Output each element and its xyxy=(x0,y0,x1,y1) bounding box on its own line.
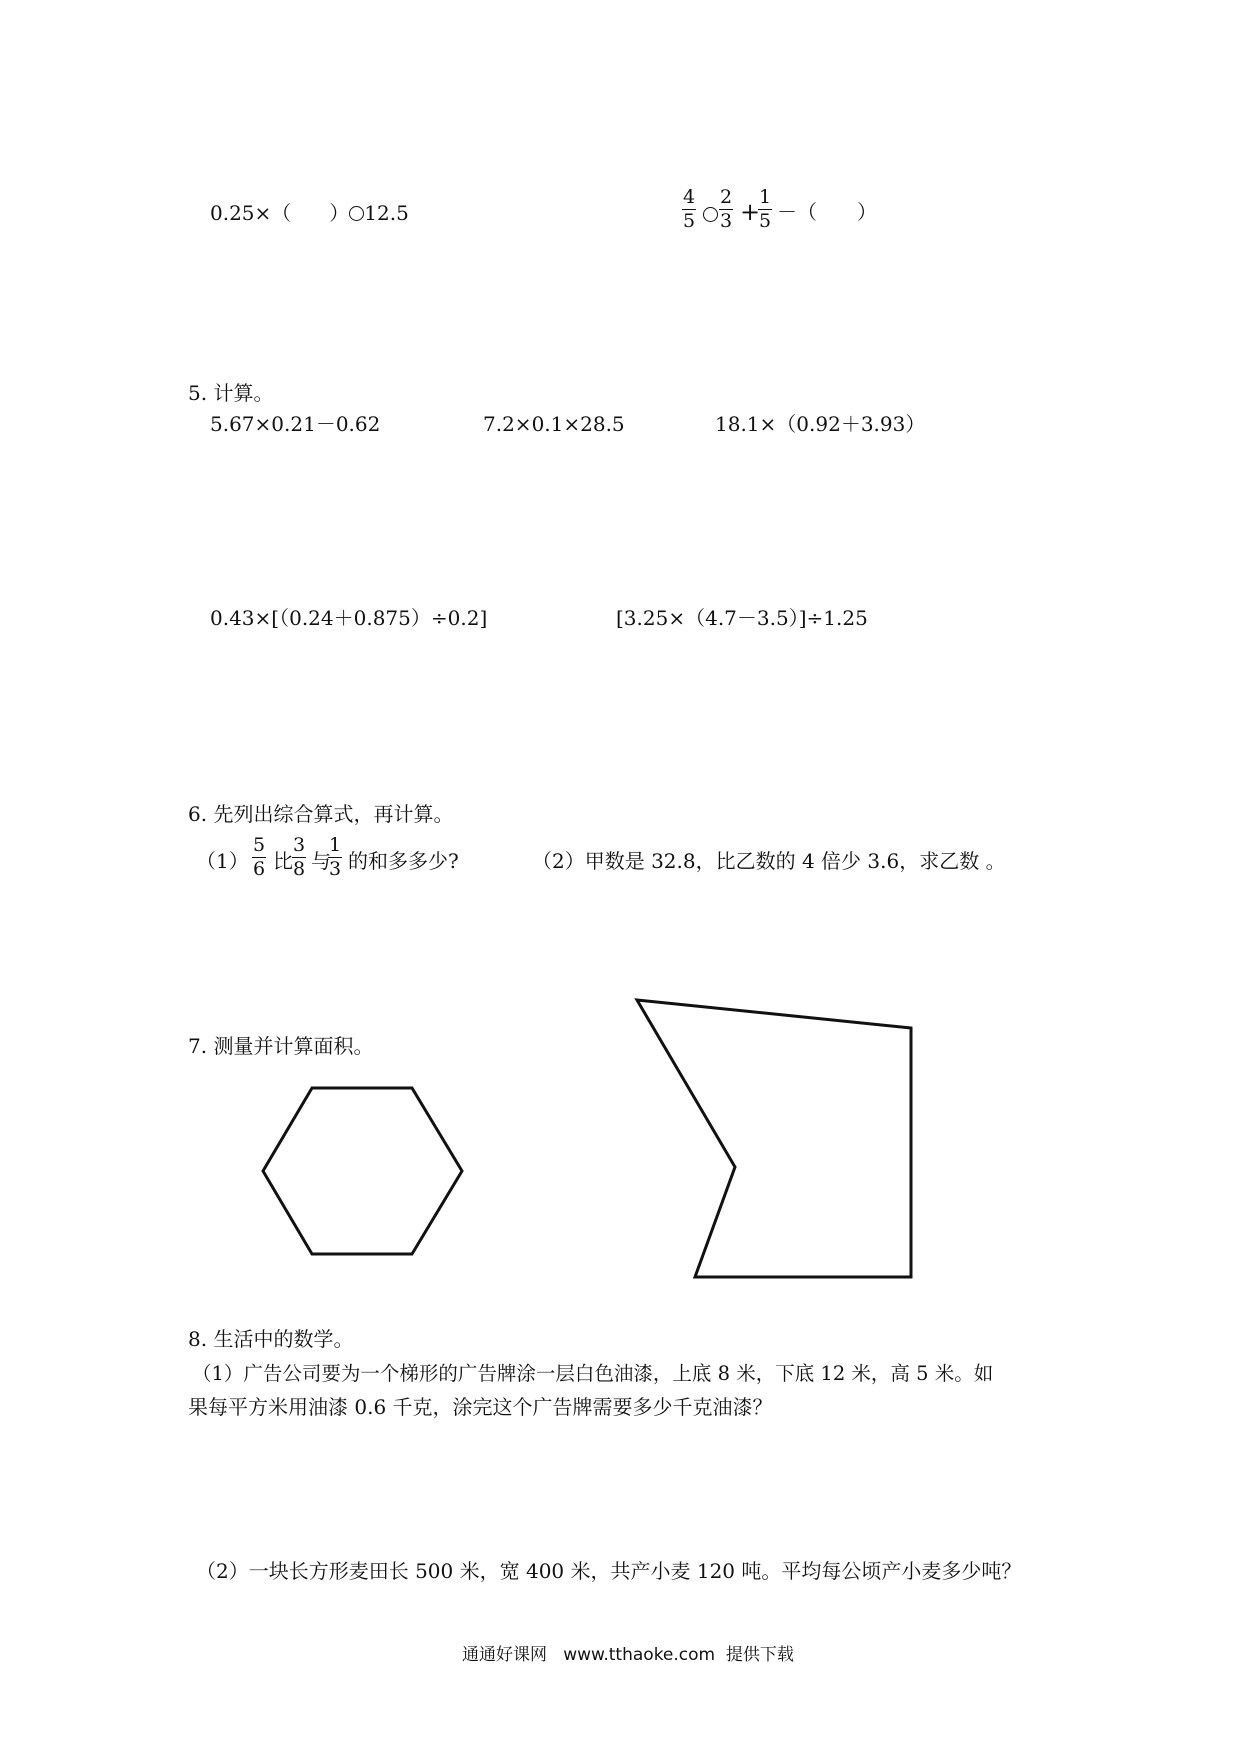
q5-item-4: 0.43×[（0.24＋0.875）÷0.2] xyxy=(210,606,488,630)
q6-yu: 与 xyxy=(311,849,331,873)
q6-fraction-3-8: 3 8 xyxy=(293,834,306,880)
q5-item-3: 18.1×（0.92＋3.93） xyxy=(715,412,926,436)
q5-item-5: [3.25×（4.7－3.5）]÷1.25 xyxy=(616,606,868,630)
irregular-pentagon-shape xyxy=(637,1000,911,1277)
footer-credit: 通通好课网 www.tthaoke.com 提供下载 xyxy=(462,1645,794,1665)
q4-left-part-a: 0.25×（ xyxy=(210,201,292,225)
q8-title: 8. 生活中的数学。 xyxy=(188,1327,354,1351)
q4-right-tail: －（ ） xyxy=(777,200,877,224)
q5-title: 5. 计算。 xyxy=(188,381,274,405)
q4-left-part-c: 12.5 xyxy=(364,201,409,225)
q4-left-part-b: ） xyxy=(329,201,350,225)
q8-part1-line1: （1）广告公司要为一个梯形的广告牌涂一层白色油漆，上底 8 米，下底 12 米，高 5 米。如 xyxy=(192,1362,994,1385)
q5-item-2: 7.2×0.1×28.5 xyxy=(483,412,625,436)
q8-part2: （2）一块长方形麦田长 500 米，宽 400 米，共产小麦 120 吨。平均每公顷产小麦多少吨？ xyxy=(196,1559,1022,1583)
q6-fraction-1-3: 1 3 xyxy=(329,834,342,880)
q4-fraction-2-3: 2 3 xyxy=(720,186,733,232)
q6-bi: 比 xyxy=(273,849,293,873)
q6-title: 6. 先列出综合算式，再计算。 xyxy=(188,802,454,826)
q6-part2: （2）甲数是 32.8，比乙数的 4 倍少 3.6，求乙数 。 xyxy=(532,849,1006,873)
q4-fraction-1-5: 1 5 xyxy=(759,186,772,232)
q6-fraction-5-6: 5 6 xyxy=(253,834,266,880)
q6-part1-label: （1） xyxy=(196,849,249,873)
q4-fraction-4-5: 4 5 xyxy=(683,186,696,232)
q6-part1-tail: 的和多多少? xyxy=(348,849,459,873)
q7-title: 7. 测量并计算面积。 xyxy=(188,1034,374,1058)
q5-item-1: 5.67×0.21－0.62 xyxy=(210,412,381,436)
hexagon-shape xyxy=(263,1088,462,1254)
q8-part1-line2: 果每平方米用油漆 0.6 千克，涂完这个广告牌需要多少千克油漆？ xyxy=(188,1395,773,1419)
q4-plus-sign: + xyxy=(740,198,761,226)
